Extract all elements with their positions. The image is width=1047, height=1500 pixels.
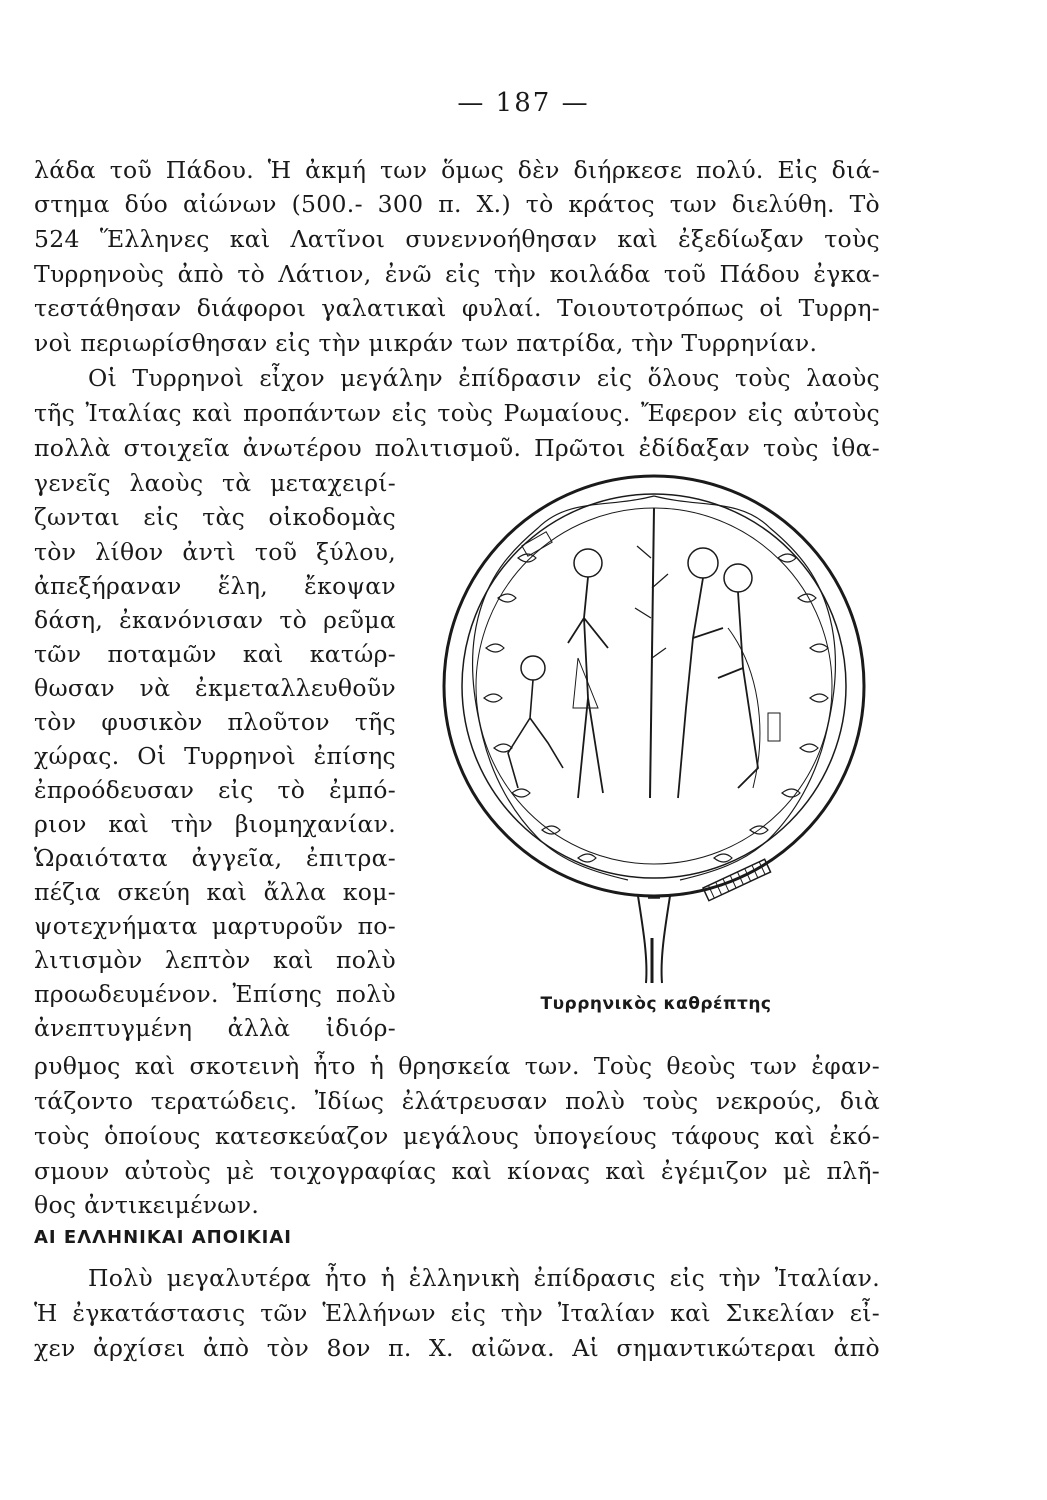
text-line: πέζια σκεύη καὶ ἄλλα κομ- — [34, 878, 396, 906]
text-line: 524 Ἕλληνες καὶ Λατῖνοι συνεννοήθησαν καὶ ἐξεδίωξαν τοὺς — [34, 225, 880, 253]
text-line: ρυθμος καὶ σκοτεινὴ ἦτο ἡ θρησκεία των. Τοὺς θεοὺς των ἐφαν- — [34, 1052, 880, 1080]
text-line: δάση, ἐκανόνισαν τὸ ρεῦμα — [34, 606, 396, 634]
text-line: ἀπεξήραναν ἕλη, ἔκοψαν — [34, 572, 396, 600]
text-line: ἐπροόδευσαν εἰς τὸ ἐμπό- — [34, 776, 396, 804]
text-line: Τυρρηνοὺς ἀπὸ τὸ Λάτιον, ἐνῶ εἰς τὴν κοιλάδα τοῦ Πάδου ἐγκα- — [34, 260, 880, 288]
text-line: ριον καὶ τὴν βιομηχανίαν. — [34, 810, 396, 838]
text-line: νοὶ περιωρίσθησαν εἰς τὴν μικράν των πατρίδα, τὴν Τυρρηνίαν. — [34, 329, 818, 357]
text-line: Πολὺ μεγαλυτέρα ἦτο ἡ ἑλληνικὴ ἐπίδρασις εἰς τὴν Ἰταλίαν. — [88, 1264, 880, 1292]
text-line: προωδευμένον. Ἐπίσης πολὺ — [34, 980, 396, 1008]
text-line: χώρας. Οἱ Τυρρηνοὶ ἐπίσης — [34, 742, 396, 770]
text-line: τῆς Ἰταλίας καὶ προπάντων εἰς τοὺς Ρωμαίους. Ἔφερον εἰς αὐτοὺς — [34, 399, 880, 427]
text-line: στημα δύο αἰώνων (500.- 300 π. Χ.) τὸ κράτος των διελύθη. Τὸ — [34, 190, 880, 218]
text-line: ἀνεπτυγμένη ἀλλὰ ἰδιόρ- — [34, 1014, 396, 1042]
text-line: Ἡ ἐγκατάστασις τῶν Ἑλλήνων εἰς τὴν Ἰταλίαν καὶ Σικελίαν εἶ- — [34, 1299, 880, 1327]
section-heading: ΑΙ ΕΛΛΗΝΙΚΑΙ ΑΠΟΙΚΙΑΙ — [34, 1227, 292, 1248]
page-number: — 187 — — [457, 88, 590, 118]
text-line: Ὡραιότατα ἀγγεῖα, ἐπιτρα- — [34, 844, 396, 872]
text-line: τῶν ποταμῶν καὶ κατώρ- — [34, 640, 396, 668]
text-line: τὸν φυσικὸν πλοῦτον τῆς — [34, 708, 396, 736]
etruscan-mirror-illustration — [438, 468, 878, 988]
text-line: γενεῖς λαοὺς τὰ μεταχειρί- — [34, 469, 396, 497]
text-line: θωσαν νὰ ἐκμεταλλευθοῦν — [34, 674, 396, 702]
text-line: θος ἀντικειμένων. — [34, 1191, 260, 1219]
text-line: πολλὰ στοιχεῖα ἀνωτέρου πολιτισμοῦ. Πρῶτοι ἐδίδαξαν τοὺς ἰθα- — [34, 434, 880, 462]
text-line: λάδα τοῦ Πάδου. Ἡ ἀκμή των ὅμως δὲν διήρκεσε πολύ. Εἰς διά- — [34, 156, 880, 184]
text-line: ζωνται εἰς τὰς οἰκοδομὰς — [34, 503, 396, 531]
text-line: τάζοντο τερατώδεις. Ἰδίως ἐλάτρευσαν πολὺ τοὺς νεκρούς, διὰ — [34, 1087, 880, 1115]
figure-caption: Τυρρηνικὸς καθρέπτης — [540, 994, 772, 1014]
mirror-drawing — [438, 468, 878, 988]
text-line: ψοτεχνήματα μαρτυροῦν πο- — [34, 912, 396, 940]
text-line: Οἱ Τυρρηνοὶ εἶχον μεγάλην ἐπίδρασιν εἰς ὅλους τοὺς λαοὺς — [88, 364, 880, 392]
text-line: σμουν αὐτοὺς μὲ τοιχογραφίας καὶ κίονας καὶ ἐγέμιζον μὲ πλῆ- — [34, 1157, 880, 1185]
text-line: τοὺς ὁποίους κατεσκεύαζον μεγάλους ὑπογείους τάφους καὶ ἐκό- — [34, 1122, 880, 1150]
text-line: λιτισμὸν λεπτὸν καὶ πολὺ — [34, 946, 396, 974]
text-line: τὸν λίθον ἀντὶ τοῦ ξύλου, — [34, 538, 396, 566]
text-line: τεστάθησαν διάφοροι γαλατικαὶ φυλαί. Τοιουτοτρόπως οἱ Τυρρη- — [34, 294, 880, 322]
text-line: χεν ἀρχίσει ἀπὸ τὸν 8ον π. Χ. αἰῶνα. Αἱ σημαντικώτεραι ἀπὸ — [34, 1334, 880, 1362]
